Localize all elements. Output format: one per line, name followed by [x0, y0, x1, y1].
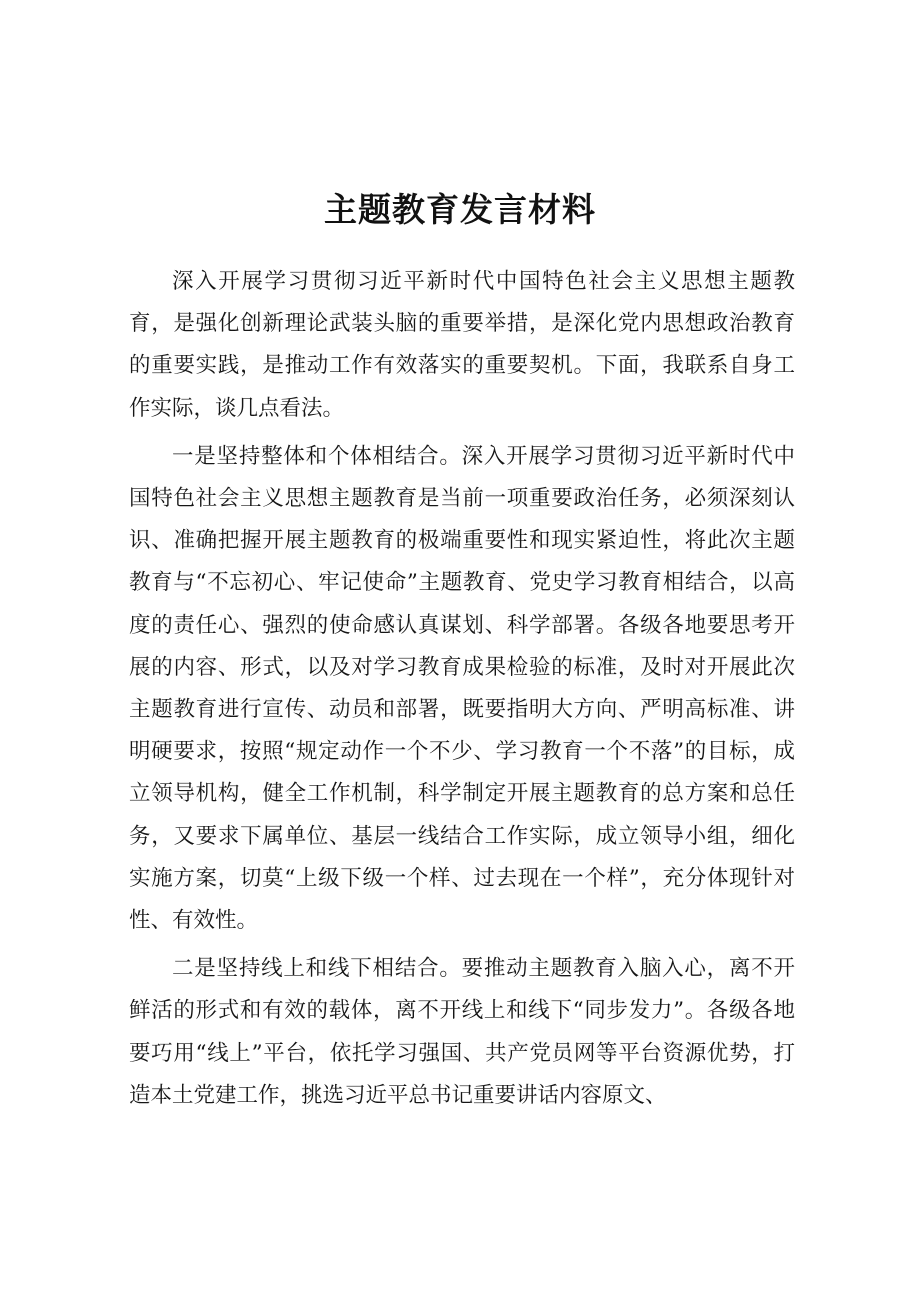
document-body	[129, 261, 795, 1123]
paragraph-intro: 深入开展学习贯彻习近平新时代中国特色社会主义思想主题教育，是强化创新理论武装头脑的重要举措，是深化党内思想政治教育的重要实践，是推动工作有效落实的重要契机。下面，我联系自身工作实际，谈几点看法。	[129, 269, 795, 421]
document-title: 主题教育发言材料	[324, 190, 596, 229]
paragraph-point-one: 一是坚持整体和个体相结合。深入开展学习贯彻习近平新时代中国特色社会主义思想主题教育是当前一项重要政治任务，必须深刻认识、准确把握开展主题教育的极端重要性和现实紧迫性，将此次主题教育与“不忘初心、牢记使命”主题教育、党史学习教育相结合，以高度的责任心、强烈的使命感认真谋划、科学部署。各级各地要思考开展的内容、形式，以及对学习教育成果检验的标准，及时对开展此次主题教育进行宣传、动员和部署，既要指明大方向、严明高标准、讲明硬要求，按照“规定动作一个不少、学习教育一个不落”的目标，成立领导机构，健全工作机制，科学制定开展主题教育的总方案和总任务，又要求下属单位、基层一线结合工作实际，成立领导小组，细化实施方案，切莫“上级下级一个样、过去现在一个样”，充分体现针对性、有效性。	[129, 443, 795, 934]
paragraph-point-two: 二是坚持线上和线下相结合。要推动主题教育入脑入心，离不开鲜活的形式和有效的载体，离不开线上和线下“同步发力”。各级各地要巧用“线上”平台，依托学习强国、共产党员网等平台资源优势，打造本土党建工作，挑选习近平总书记重要讲话内容原文、	[129, 956, 795, 1108]
